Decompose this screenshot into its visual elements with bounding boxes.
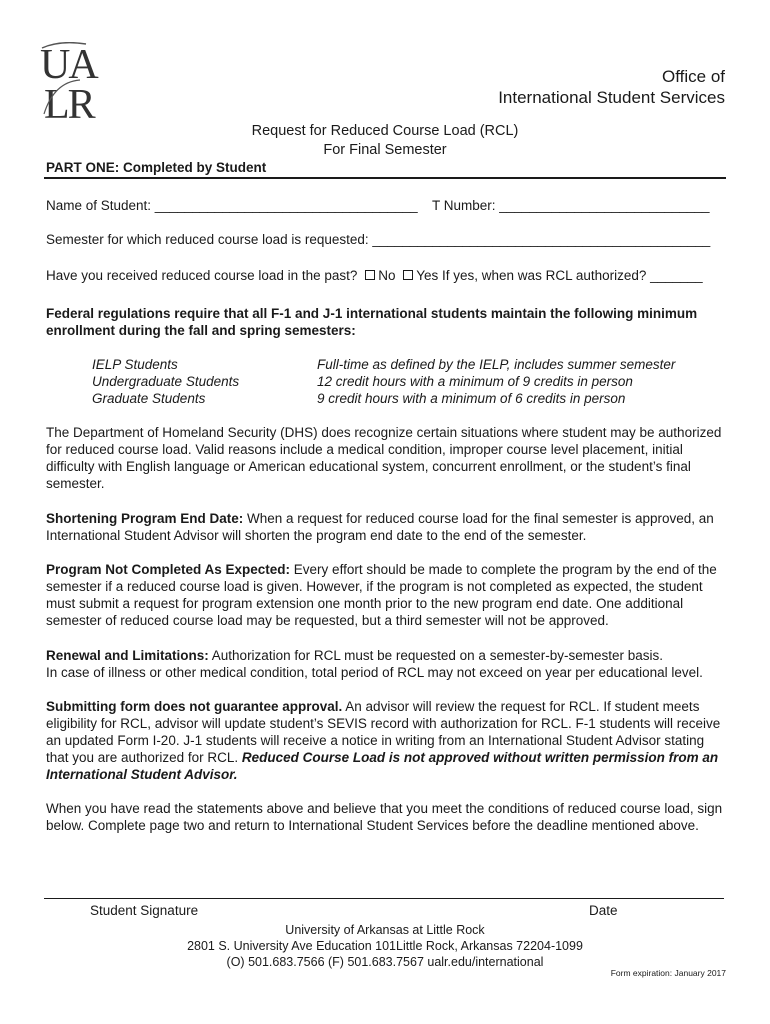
signature-line[interactable]	[44, 898, 724, 899]
requirement-student: Graduate Students	[92, 391, 206, 406]
not-completed-text: Every effort should be made to complete the program by the end of the semester if a reduced course load is given. However, if the program is not completed as expected, the student must submit a request for program extension one month prior to the new program end date. One additional semester of reduced course load may be requested, but a third semester will not be approved.	[46, 562, 717, 628]
dhs-paragraph: The Department of Homeland Security (DHS) does recognize certain situations where student may be authorized for reduced course load. Valid reasons include a medical condition, improper course level placement, initial difficulty with English language or American educational system, concurrent enrollment, or the student’s final semester.	[46, 425, 722, 491]
svg-text:UA: UA	[40, 42, 97, 88]
requirement-rule: 12 credit hours with a minimum of 9 credits in person	[317, 374, 633, 389]
date-label: Date	[589, 903, 618, 918]
title-line1: Request for Reduced Course Load (RCL)	[251, 123, 519, 139]
renewal-text-2: In case of illness or other medical condition, total period of RCL may not exceed on year per educational level.	[46, 665, 703, 680]
svg-text:LR: LR	[44, 82, 94, 122]
no-checkbox[interactable]	[365, 270, 375, 280]
title-line2: For Final Semester	[323, 142, 447, 158]
past-rcl-question	[46, 268, 703, 283]
footer-university: University of Arkansas at Little Rock	[285, 923, 485, 937]
not-completed-paragraph	[46, 561, 728, 629]
part-one-heading: PART ONE: Completed by Student	[46, 160, 267, 175]
form-expiration: Form expiration: January 2017	[610, 968, 726, 978]
requirement-row	[92, 356, 676, 373]
semester-field-label: Semester for which reduced course load is requested: _____________________________________________	[46, 232, 711, 247]
form-title	[0, 122, 770, 160]
requirement-rule: Full-time as defined by the IELP, includes summer semester	[317, 357, 676, 372]
office-line1: Office of	[662, 67, 725, 86]
student-signature-label: Student Signature	[90, 903, 199, 918]
federal-regulations: Federal regulations require that all F-1 and J-1 international students maintain the following minimum enrollment during the fall and spring semesters:	[46, 306, 698, 338]
name-field-label: Name of Student: ___________________________________	[46, 198, 418, 213]
not-completed-heading: Program Not Completed As Expected:	[46, 562, 291, 577]
submitting-paragraph	[46, 698, 728, 783]
past-rcl-label: Have you received reduced course load in the past?	[46, 268, 358, 283]
ualr-logo	[40, 42, 132, 122]
yes-checkbox[interactable]	[403, 270, 413, 280]
requirement-row	[92, 373, 633, 390]
section-divider	[44, 177, 726, 179]
closing-paragraph: When you have read the statements above and believe that you meet the conditions of reduced course load, sign below. Complete page two and return to International Student Services before the deadline mentioned above.	[46, 801, 723, 833]
renewal-heading: Renewal and Limitations:	[46, 648, 209, 663]
renewal-text: Authorization for RCL must be requested on a semester-by-semester basis.	[208, 648, 663, 663]
shortening-paragraph	[46, 510, 728, 544]
yes-label: Yes If yes, when was RCL authorized? _______	[416, 268, 703, 283]
footer-address: 2801 S. University Ave Education 101Little Rock, Arkansas 72204-1099	[187, 939, 583, 953]
requirement-row	[92, 390, 626, 407]
semester-field[interactable]	[46, 232, 710, 247]
tnumber-field[interactable]	[432, 198, 710, 213]
name-field[interactable]	[46, 198, 418, 213]
submitting-emphasis: Reduced Course Load is not approved without written permission from an International Student Advisor.	[46, 750, 719, 782]
submitting-text: An advisor will review the request for RCL. If student meets eligibility for RCL, advisor will update student’s SEVIS record with authorization for RCL. F-1 students will receive an updated Form I-20. J-1 students will receive a notice in writing from an International Student Advisor stating that you are authorized for RCL.	[46, 699, 721, 765]
footer-contact: (O) 501.683.7566 (F) 501.683.7567 ualr.edu/international	[226, 955, 544, 969]
shortening-text: When a request for reduced course load for the final semester is approved, an International Student Advisor will shorten the program end date to the end of the semester.	[46, 511, 714, 543]
no-label: No	[378, 268, 396, 283]
shortening-heading: Shortening Program End Date:	[46, 511, 244, 526]
submitting-heading: Submitting form does not guarantee approval.	[46, 699, 343, 714]
office-line2: International Student Services	[498, 88, 725, 107]
renewal-paragraph	[46, 647, 728, 681]
requirement-student: Undergraduate Students	[92, 374, 240, 389]
office-heading	[498, 66, 725, 108]
requirement-rule: 9 credit hours with a minimum of 6 credits in person	[317, 391, 626, 406]
enrollment-requirements	[92, 356, 676, 407]
tnumber-field-label: T Number: ____________________________	[432, 198, 710, 213]
requirement-student: IELP Students	[92, 357, 178, 372]
